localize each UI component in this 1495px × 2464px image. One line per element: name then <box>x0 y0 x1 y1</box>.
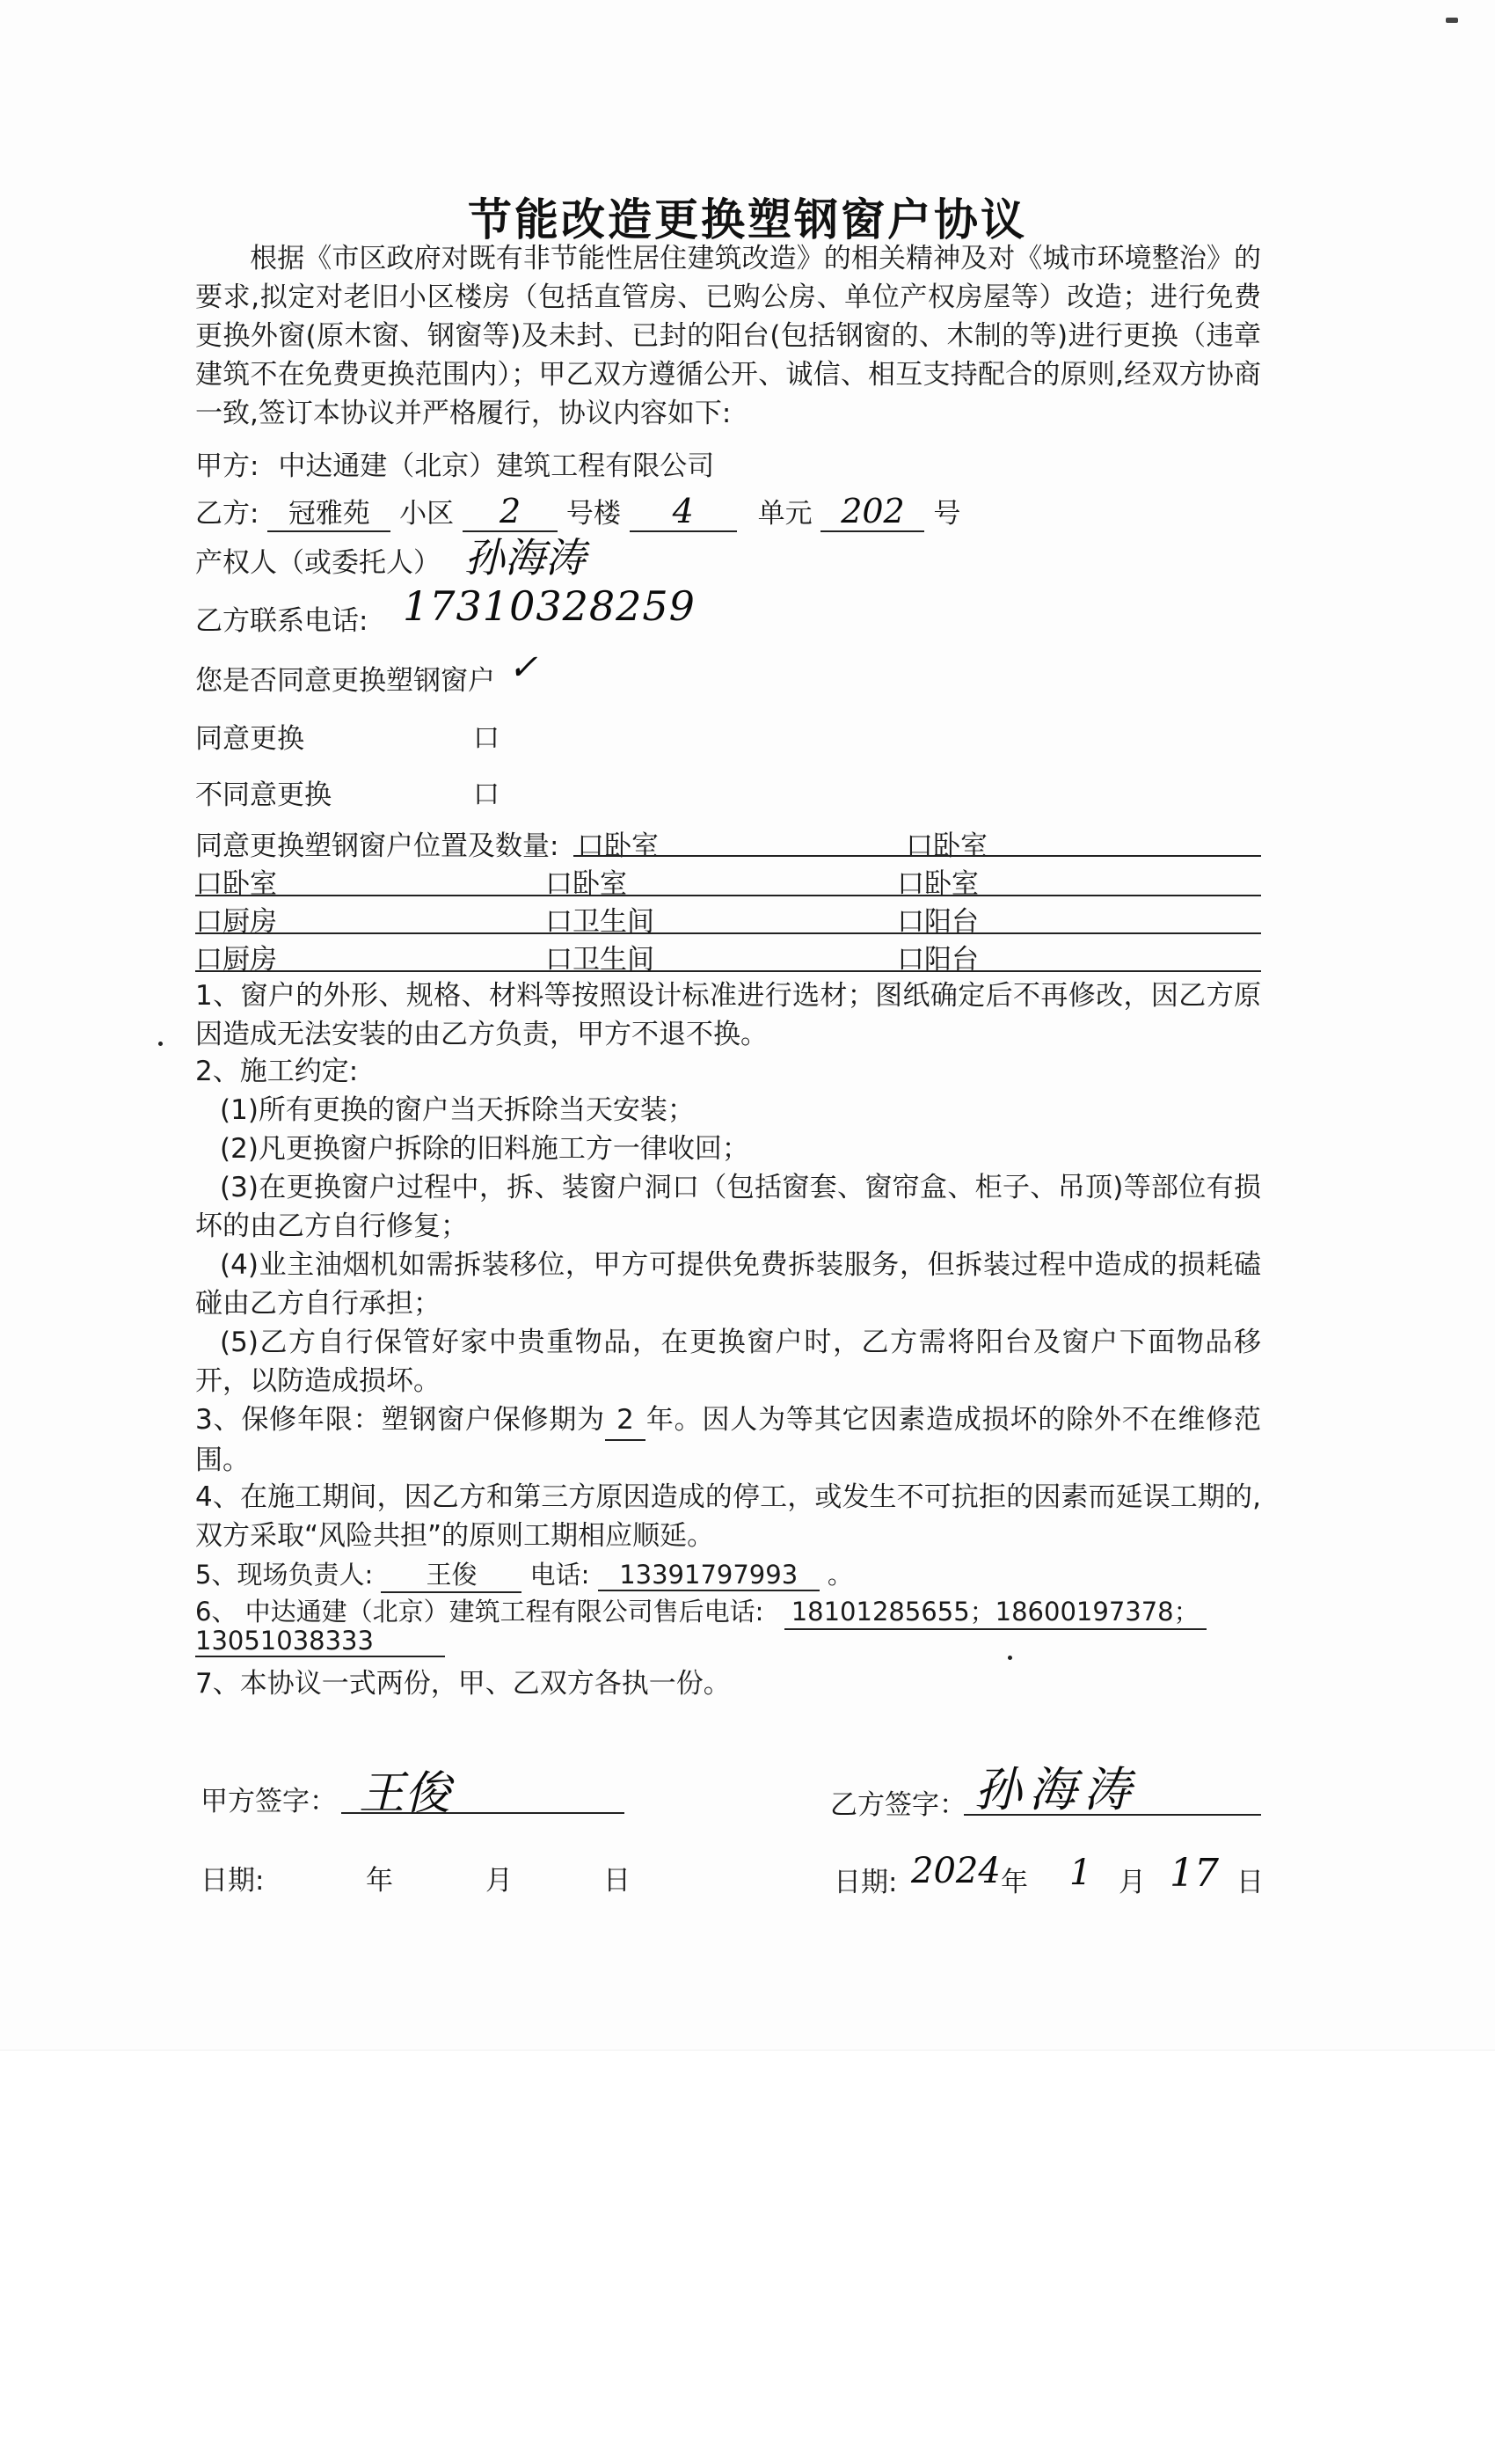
clause-2-3 <box>195 1168 1261 1246</box>
community-field: 冠雅苑 <box>267 491 390 532</box>
clause-3-text-b: 年。因人为等其它因素造成损坏的除外不在维修范围。 <box>195 1404 1261 1476</box>
party-b-date <box>834 1860 897 1899</box>
party-b-month-handwriting: 1 <box>1069 1853 1092 1893</box>
document-title: 节能改造更换塑钢窗户协议 <box>468 194 1027 245</box>
clause-5 <box>195 1555 853 1593</box>
intro-text: 根据《市区政府对既有非节能性居住建筑改造》的相关精神及对《城市环境整治》的要求,拟定对老旧小区楼房（包括直管房、已购公房、单位产权房屋等）改造；进行免费更换外窗(原木窗、钢窗等)及未封、已封的阳台(包括钢窗的、木制的等)进行更换（违章建筑不在免费更换范围内）；甲乙双方遵循公开、诚信、相互支持配合的原则,经双方协商一致,签订本协议并严格履行，协议内容如下: <box>195 243 1261 429</box>
clause-3-text-a: 3、保修年限：塑钢窗户保修期为 <box>195 1404 605 1436</box>
clause-1: 1、窗户的外形、规格、材料等按照设计标准进行选材；图纸确定后不再修改，因乙方原因造成无法安装的由乙方负责，甲方不退不换。 <box>195 980 1261 1050</box>
party-a-name: 中达通建（北京）建筑工程有限公司 <box>278 450 715 482</box>
location-cell: 口阳台 <box>897 906 979 938</box>
party-b-label: 乙方: <box>195 498 259 530</box>
scan-mark <box>1446 18 1458 23</box>
locations-row-1 <box>195 822 1261 862</box>
party-b-date-label: 日期: <box>834 1867 898 1898</box>
question-label: 您是否同意更换塑钢窗户 <box>195 665 495 697</box>
location-cell: 口卧室 <box>897 868 979 900</box>
after-sales-phones-1: 18101285655；18600197378； <box>784 1592 1207 1630</box>
locations-row-1-rule <box>573 855 1261 857</box>
option-agree-label: 同意更换 <box>195 723 304 755</box>
clause-2-5 <box>195 1323 1261 1400</box>
party-b-signature-label: 乙方签字： <box>830 1789 966 1821</box>
clause-2-4 <box>195 1246 1261 1323</box>
unit-suffix: 单元 <box>757 498 813 530</box>
party-a-label: 甲方: <box>195 450 259 482</box>
owner-signature: 孙海涛 <box>464 534 586 581</box>
party-a-year: 年 <box>366 1865 393 1897</box>
party-b-day: 日 <box>1236 1867 1264 1898</box>
locations-row-4 <box>195 935 1261 976</box>
clause-5-end: 。 <box>827 1560 853 1590</box>
owner-line <box>195 540 441 580</box>
building-handwriting: 2 <box>499 492 521 530</box>
room-suffix: 号 <box>933 498 961 530</box>
site-manager-phone: 13391797993 <box>598 1560 820 1591</box>
intro-paragraph <box>195 239 1261 433</box>
option-agree-checkbox: 口 <box>473 723 500 754</box>
location-cell: 口卫生间 <box>545 944 654 976</box>
clause-2-5-text: (5)乙方自行保管好家中贵重物品，在更换窗户时，乙方需将阳台及窗户下面物品移开，以防造成损坏。 <box>195 1327 1261 1397</box>
party-a-month: 月 <box>485 1865 513 1897</box>
option-disagree-label: 不同意更换 <box>195 779 332 811</box>
scan-speck <box>1008 1656 1012 1660</box>
question-line <box>195 658 495 698</box>
locations-row-3 <box>195 897 1261 938</box>
location-cell: 口阳台 <box>897 944 979 976</box>
community-suffix: 小区 <box>399 498 455 530</box>
location-cell: 口厨房 <box>195 944 277 976</box>
party-b-year: 年 <box>1001 1867 1028 1898</box>
phone-line <box>195 598 368 638</box>
clause-3 <box>195 1400 1261 1480</box>
party-a-day: 日 <box>603 1865 631 1897</box>
party-a-signature: 王俊 <box>359 1767 451 1820</box>
clause-2-2: (2)凡更换窗户拆除的旧料施工方一律收回； <box>220 1133 749 1165</box>
clause-6-cont <box>195 1626 445 1657</box>
building-suffix: 号楼 <box>565 498 621 530</box>
location-cell: 口卧室 <box>577 830 659 862</box>
option-agree <box>195 716 304 756</box>
clause-5-label: 5、现场负责人: <box>195 1560 374 1590</box>
room-field <box>820 492 924 532</box>
location-cell: 口卧室 <box>195 868 277 900</box>
check-mark: ✓ <box>508 647 538 688</box>
clause-6 <box>195 1592 1207 1630</box>
locations-label: 同意更换塑钢窗户位置及数量: <box>195 830 559 862</box>
site-manager: 王俊 <box>381 1555 521 1593</box>
location-cell: 口卧室 <box>545 868 627 900</box>
scan-speck <box>158 1042 163 1046</box>
location-cell: 口卫生间 <box>545 906 654 938</box>
party-a-date-label: 日期: <box>201 1865 265 1897</box>
phone-label: 乙方联系电话: <box>195 605 368 637</box>
location-cell: 口厨房 <box>195 906 277 938</box>
option-disagree-checkbox: 口 <box>473 779 500 810</box>
party-b-month: 月 <box>1119 1867 1146 1898</box>
clause-6-label: 6、 中达通建（北京）建筑工程有限公司售后电话: <box>195 1597 764 1627</box>
clause-2-4-text: (4)业主油烟机如需拆装移位，甲方可提供免费拆装服务，但拆装过程中造成的损耗磕碰由乙方自行承担； <box>195 1249 1261 1320</box>
clause-2-1: (1)所有更换的窗户当天拆除当天安装； <box>220 1094 695 1126</box>
after-sales-phones-2: 13051038333 <box>195 1626 445 1657</box>
party-b-year-handwriting: 2024 <box>911 1851 1001 1891</box>
party-a-date <box>201 1858 264 1897</box>
blank-scan-area <box>0 2050 1495 2464</box>
location-cell: 口卧室 <box>906 830 988 862</box>
phone-handwriting: 17310328259 <box>403 582 696 630</box>
clause-5-phone-label: 电话: <box>529 1560 590 1590</box>
clause-7: 7、本协议一式两份，甲、乙双方各执一份。 <box>195 1668 731 1700</box>
party-a-line <box>195 443 714 483</box>
clause-2-3-text: (3)在更换窗户过程中，拆、装窗户洞口（包括窗套、窗帘盒、柜子、吊顶)等部位有损坏的由乙方自行修复； <box>195 1172 1261 1242</box>
warranty-years: 2 <box>605 1400 645 1441</box>
unit-field <box>630 492 737 532</box>
party-b-day-handwriting: 17 <box>1170 1851 1219 1896</box>
option-disagree <box>195 772 332 812</box>
party-a-signature-label: 甲方签字： <box>201 1786 337 1817</box>
room-handwriting: 202 <box>841 492 905 530</box>
clause-2: 2、施工约定: <box>195 1056 359 1087</box>
locations-row-2 <box>195 859 1261 900</box>
owner-label: 产权人（或委托人） <box>195 547 441 579</box>
clause-4: 4、在施工期间，因乙方和第三方原因造成的停工，或发生不可抗拒的因素而延误工期的,双方采取“风险共担”的原则工期相应顺延。 <box>195 1481 1261 1552</box>
unit-handwriting: 4 <box>672 492 694 530</box>
party-b-signature: 孙海涛 <box>974 1762 1138 1817</box>
